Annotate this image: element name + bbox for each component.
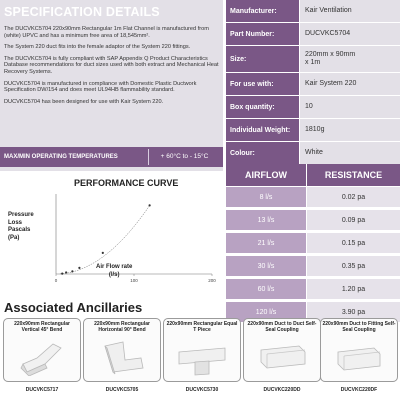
operating-temperature-bar xyxy=(0,147,223,167)
specification-panel xyxy=(0,0,223,171)
data-point xyxy=(61,273,63,275)
airflow-cell: 30 l/s xyxy=(226,256,306,276)
airflow-header: AIRFLOW xyxy=(226,164,306,186)
resistance-cell: 1.20 pa xyxy=(307,279,400,299)
resistance-cell: 0.15 pa xyxy=(307,233,400,253)
airflow-row xyxy=(226,210,400,230)
product-value: 1810g xyxy=(300,119,400,141)
horizontal-90-bend-image xyxy=(97,336,147,376)
ancillary-card[interactable] xyxy=(163,318,241,400)
product-key: Individual Weight: xyxy=(226,119,299,141)
product-key: For use with: xyxy=(226,73,299,95)
resistance-header: RESISTANCE xyxy=(307,164,400,186)
specification-title: SPECIFICATION DETAILS xyxy=(4,5,160,19)
vertical-45-bend-image xyxy=(17,336,67,376)
product-row xyxy=(226,23,400,45)
product-row xyxy=(226,142,400,164)
x-axis-label-line: Air Flow rate xyxy=(96,264,133,270)
x-tick-label: 0 xyxy=(54,278,58,283)
product-row xyxy=(226,96,400,118)
spec-paragraph: The System 220 duct fits into the female adaptor of the System 220 fittings. xyxy=(4,44,191,51)
product-key: Manufacturer: xyxy=(226,0,299,22)
resistance-cell: 3.90 pa xyxy=(307,302,400,322)
airflow-row xyxy=(226,256,400,276)
product-key: Box quantity: xyxy=(226,96,299,118)
airflow-cell: 8 l/s xyxy=(226,187,306,207)
data-point xyxy=(65,271,67,273)
product-value: Kair System 220 xyxy=(300,73,400,95)
ancillary-code: DUCVKC5717 xyxy=(25,387,59,393)
ancillary-card[interactable] xyxy=(320,318,398,400)
ancillary-card[interactable] xyxy=(83,318,161,400)
product-value: 10 xyxy=(300,96,400,118)
airflow-row xyxy=(226,187,400,207)
resistance-cell: 0.09 pa xyxy=(307,210,400,230)
specification-text xyxy=(4,26,219,110)
ancillary-label: 220x90mm Rectangular Horizontal 90° Bend xyxy=(94,321,150,333)
spec-paragraph: The DUCVKC5704 220x90mm Rectangular 1m Flat Channel is manufactured from (white) UPVC and has a minimum free area of 18,545mm². xyxy=(4,26,209,39)
equal-t-piece-image xyxy=(177,336,227,376)
resistance-cell: 0.02 pa xyxy=(307,187,400,207)
spec-paragraph: DUCVKC5704 has been designed for use with Kair System 220. xyxy=(4,98,164,105)
data-point xyxy=(102,252,104,254)
duct-to-duct-coupling-image xyxy=(257,336,307,376)
airflow-row xyxy=(226,233,400,253)
airflow-cell: 120 l/s xyxy=(226,302,306,322)
y-axis-label-line: Loss xyxy=(8,219,23,226)
ancillary-card[interactable] xyxy=(243,318,321,400)
performance-curve-title: PERFORMANCE CURVE xyxy=(74,178,179,188)
ancillary-label: 220x90mm Duct to Duct Self-Seal Coupling xyxy=(247,321,317,333)
product-key: Part Number: xyxy=(226,23,299,45)
airflow-row xyxy=(226,279,400,299)
ancillary-code: DUCVKC5730 xyxy=(185,387,219,393)
product-value: 220mm x 90mm x 1m xyxy=(300,46,400,72)
airflow-cell: 60 l/s xyxy=(226,279,306,299)
ancillary-label: 220x90mm Duct to Fitting Self-Seal Coupling xyxy=(322,321,396,333)
ancillaries-row xyxy=(0,318,400,400)
product-key: Colour: xyxy=(226,142,299,164)
product-row xyxy=(226,119,400,141)
airflow-cell: 13 l/s xyxy=(226,210,306,230)
product-value: DUCVKC5704 xyxy=(300,23,400,45)
product-value: White xyxy=(300,142,400,164)
x-tick-label: 100 xyxy=(130,278,138,283)
data-point xyxy=(78,267,80,269)
product-row xyxy=(226,73,400,95)
spec-paragraph: The DUCVKC5704 is fully compliant with SAP Appendix Q Product Characteristics Database recommendations for duct sizes used with both extract and Mechanical Heat Recovery Systems. xyxy=(4,55,219,75)
product-key: Size: xyxy=(226,46,299,72)
airflow-cell: 21 l/s xyxy=(226,233,306,253)
airflow-resistance-table xyxy=(226,164,400,325)
ancillary-code: DUCVKC5705 xyxy=(105,387,139,393)
airflow-table-header xyxy=(226,164,400,186)
duct-to-fitting-coupling-image xyxy=(334,336,384,376)
ancillary-label: 220x90mm Rectangular Vertical 45° Bend xyxy=(14,321,70,333)
y-axis-label-line: (Pa) xyxy=(8,234,20,241)
y-axis-label xyxy=(8,212,34,242)
product-row xyxy=(226,0,400,22)
product-details-table xyxy=(226,0,400,165)
performance-curve xyxy=(4,176,224,296)
product-value: Kair Ventilation xyxy=(300,0,400,22)
ancillary-code: DUCVKC220DF xyxy=(340,387,378,393)
operating-temperature-label: MAX/MIN OPERATING TEMPERATURES xyxy=(4,154,118,160)
data-point xyxy=(71,270,73,272)
x-tick-label: 200 xyxy=(208,278,216,283)
ancillary-card[interactable] xyxy=(3,318,81,400)
y-axis-label-line: Pressure xyxy=(8,212,34,218)
data-point xyxy=(149,204,151,206)
resistance-cell: 0.35 pa xyxy=(307,256,400,276)
product-row xyxy=(226,46,400,72)
ancillary-code: DUCVKC220DD xyxy=(263,387,301,393)
spec-paragraph: DUCVKC5704 is manufactured in compliance with Domestic Plastic Ductwork Specification DW/154 and does meet UL94HB flammability standard. xyxy=(4,80,197,94)
operating-temperature-value: + 60°C to - 15°C xyxy=(148,149,220,165)
ancillaries-title: Associated Ancillaries xyxy=(4,300,143,315)
y-axis-label-line: Pascals xyxy=(8,227,31,233)
x-axis-label xyxy=(96,264,132,279)
x-axis-label-line: (l/s) xyxy=(108,271,120,278)
ancillary-label: 220x90mm Rectangular Equal T Piece xyxy=(166,321,238,333)
